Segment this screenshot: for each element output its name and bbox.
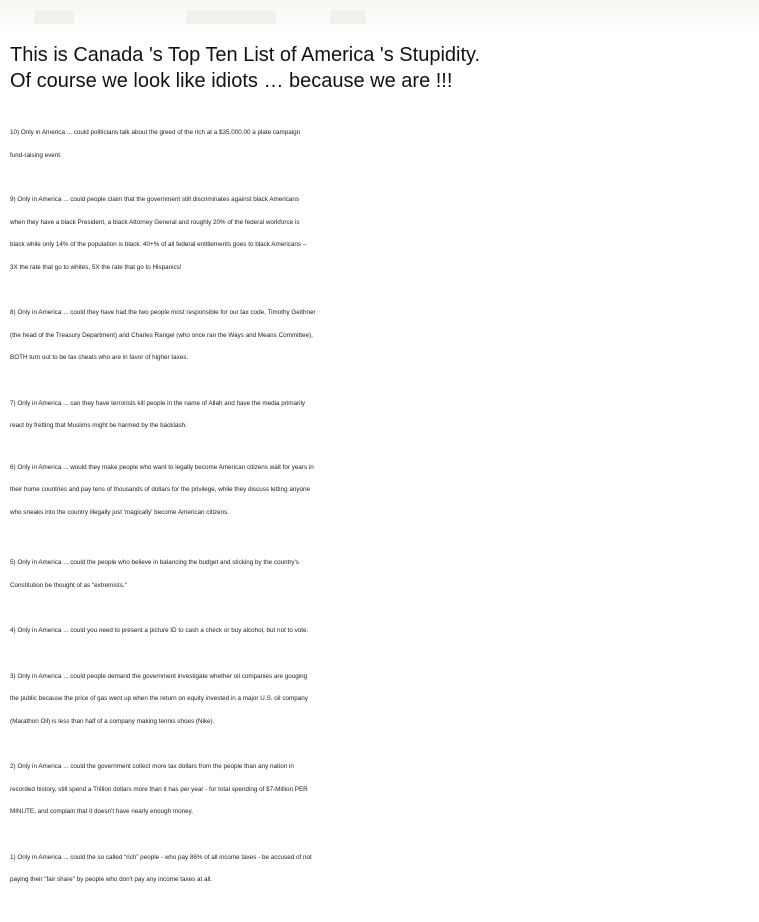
item-line: 8) Only in America ... could they have had the two people most responsible for our tax code, Timothy Geithner — [10, 309, 316, 316]
item-line: 7) Only in America ... can they have terrorists kill people in the name of Allah and have the media primarily — [10, 399, 306, 407]
item-line: 1) Only in America ... could the so called “rich” people - who pay 86% of all income taxes - be accused of not — [10, 853, 312, 861]
list-item — [10, 847, 756, 892]
item-line: 6) Only in America ... would they make people who want to legally become American citizens wait for years in — [10, 463, 314, 471]
list-item — [10, 756, 756, 824]
faded-banner-block — [34, 10, 74, 24]
item-line: BOTH turn out to be tax cheats who are in favor of higher taxes. — [10, 354, 189, 361]
item-line: 2) Only in America ... could the government collect more tax dollars from the people than any nation in — [10, 763, 294, 770]
item-line: paying their "fair share" by people who don't pay any income taxes at all. — [10, 876, 213, 883]
page-title — [10, 42, 750, 94]
list-item — [10, 457, 756, 525]
list-item — [10, 552, 756, 597]
item-line: the public because the price of gas went up when the return on equity invested in a major U.S. oil company — [10, 695, 308, 702]
top-ten-list — [10, 122, 756, 892]
item-line: 9) Only in America ... could people claim that the government still discriminates against black Americans — [10, 196, 300, 203]
faded-banner-block — [330, 10, 366, 24]
title-line: Of course we look like idiots … because we are !!! — [10, 70, 453, 92]
item-line: 3X the rate that go to whites, 5X the rate that go to Hispanics! — [10, 263, 182, 271]
item-line: who sneaks into the country illegally just 'magically' become American citizens. — [10, 508, 230, 516]
list-item — [10, 302, 756, 370]
item-line: fund-raising event. — [10, 151, 62, 159]
faded-banner-block — [186, 10, 276, 24]
top-banner-strip — [0, 0, 759, 30]
title-line: This is Canada 's Top Ten List of America 's Stupidity. — [10, 44, 481, 66]
item-line: Constitution be thought of as "extremists." — [10, 581, 127, 589]
list-item — [10, 393, 756, 438]
item-line: (Marathon Oil) is less than half of a company making tennis shoes (Nike). — [10, 717, 215, 725]
item-line: react by fretting that Muslims might be harmed by the backlash. — [10, 422, 187, 429]
item-line: 4) Only in America ... could you need to present a picture ID to cash a check or buy alcohol, but not to vote. — [10, 627, 309, 634]
item-line: 5) Only in America ... could the people who believe in balancing the budget and sticking by the country's — [10, 559, 299, 566]
item-line: their home countries and pay tens of thousands of dollars for the privilege, while they discuss letting anyone — [10, 486, 310, 493]
item-line: when they have a black President, a black Attorney General and roughly 20% of the federal workforce is — [10, 218, 300, 226]
list-item — [10, 189, 756, 279]
item-line: 3) Only in America ... could people demand the government investigate whether oil companies are gouging — [10, 672, 308, 680]
item-line: MINUTE, and complain that it doesn't have nearly enough money. — [10, 808, 194, 815]
list-item — [10, 666, 756, 734]
item-line: (the head of the Treasury Department) and Charles Rangel (who once ran the Ways and Means Committee), — [10, 331, 313, 339]
list-item — [10, 122, 756, 167]
list-item — [10, 620, 756, 643]
item-line: 10) Only in America ... could politicians talk about the greed of the rich at a $35,000.00 a plate campaign — [10, 129, 301, 136]
item-line: recorded history, still spend a Trillion dollars more than it has per year - for total spending of $7-Million PER — [10, 785, 308, 793]
item-line: black while only 14% of the population is black. 40+% of all federal entitlements goes to black Americans – — [10, 241, 307, 248]
